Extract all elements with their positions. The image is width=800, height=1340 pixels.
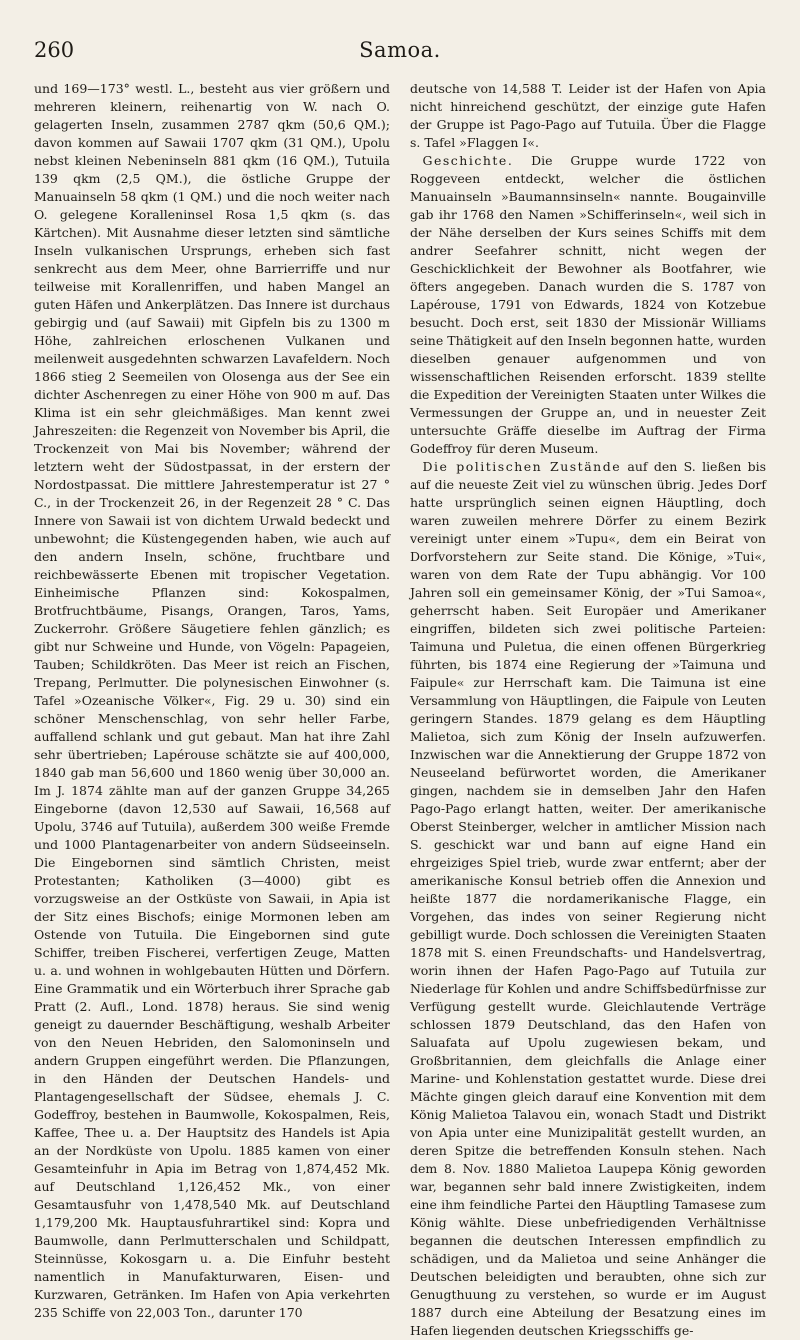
paragraph bbox=[410, 458, 766, 1340]
section-heading-politics: Die politischen Zustände bbox=[422, 459, 622, 474]
paragraph-text: Die Gruppe wurde 1722 von Roggeveen entdeckt, welcher die östlichen Manuainseln »Baumannsinseln« nannte. Bougainville gab ihr 1768 den Namen »Schifferinseln«, weil sich in der Nähe derselben der Kurs seines Schiffs mit dem andrer Seefahrer schnitt, nicht wegen der Geschicklichkeit der Bewohner als Bootfahrer, wie öfters angegeben. Danach wurden die S. 1787 von Lapérouse, 1791 von Edwards, 1824 von Kotzebue besucht. Doch erst, seit 1830 der Missionär Williams seine Thätigkeit auf den Inseln begonnen hatte, wurden dieselben genauer aufgenommen und von wissenschaftlichen Reisenden erforscht. 1839 stellte die Expedition der Vereinigten Staaten unter Wilkes die Vermessungen der Gruppe an, und in neuester Zeit untersuchte Gräffe dieselbe im Auftrag der Firma Godeffroy für deren Museum. bbox=[410, 153, 766, 456]
paragraph-text: auf den S. ließen bis auf die neueste Zeit viel zu wünschen übrig. Jedes Dorf hatte ursprünglich seinen eignen Häuptling, doch waren zuweilen mehrere Dörfer zu einem Bezirk vereinigt unter einem »Tupu«, dem ein Beirat von Dorfvorstehern zur Seite stand. Die Könige, »Tui«, waren von dem Rate der Tupu abhängig. Vor 100 Jahren soll ein gemeinsamer König, der »Tui Samoa«, geherrscht haben. Seit Europäer und Amerikaner eingriffen, bildeten sich zwei politische Parteien: Taimuna und Puletua, die einen offenen Bürgerkrieg führten, bis 1874 eine Regierung der »Taimuna und Faipule« zur Herrschaft kam. Die Taimuna ist eine Versammlung von Häuptlingen, die Faipule von Leuten geringern Standes. 1879 gelang es dem Häuptling Malietoa, sich zum König der Inseln aufzuwerfen. Inzwischen war die Annektierung der Gruppe 1872 von Neuseeland befürwortet worden, die Amerikaner gingen, nachdem sie in demselben Jahr den Hafen Pago-Pago erlangt hatten, weiter. Der amerikanische Oberst Steinberger, welcher in amtlicher Mission nach S. geschickt war und bann auf eigne Hand ein ehrgeiziges Spiel trieb, wurde zwar entfernt; aber der amerikanische Konsul betrieb offen die Annexion und heißte 1877 die nordamerikanische Flagge, ein Vorgehen, das indes von seiner Regierung nicht gebilligt wurde. Doch schlossen die Vereinigten Staaten 1878 mit S. einen Freundschafts- und Handelsvertrag, worin ihnen der Hafen Pago-Pago auf Tutuila zur Niederlage für Kohlen und andre Schiffsbedürfnisse zur Verfügung gestellt wurde. Gleichlautende Verträge schlossen 1879 Deutschland, das den Hafen von Saluafata auf Upolu zugewiesen bekam, und Großbritannien, dem gleichfalls die Anlage einer Marine- und Kohlenstation gestattet wurde. Diese drei Mächte gingen gleich darauf eine Konvention mit dem König Malietoa Talavou ein, wonach Stadt und Distrikt von Apia unter eine Munizipalität gestellt wurden, an deren Spitze die betreffenden Konsuln stehen. Nach dem 8. Nov. 1880 Malietoa Laupepa König geworden war, begannen sehr bald innere Zwistigkeiten, indem eine ihm feindliche Partei den Häuptling Tamasese zum König wählte. Diese unbefriedigenden Verhältnisse begannen die deutschen Interessen empfindlich zu schädigen, und da Malietoa und seine Anhänger die Deutschen beleidigten und beraubten, ohne sich zur Genugthuung zu verstehen, so wurde er im August 1887 durch eine Abteilung der Besatzung eines im Hafen liegenden deutschen Kriegsschiffs ge- bbox=[410, 459, 766, 1338]
running-title: Samoa. bbox=[359, 38, 441, 62]
section-heading-history: Geschichte. bbox=[422, 153, 514, 168]
paragraph bbox=[410, 152, 766, 458]
left-column bbox=[34, 80, 390, 1320]
right-column bbox=[410, 80, 766, 1338]
text-columns bbox=[34, 80, 766, 1338]
page-header bbox=[34, 38, 766, 68]
paragraph: deutsche von 14,588 T. Leider ist der Hafen von Apia nicht hinreichend geschützt, der einzige gute Hafen der Gruppe ist Pago-Pago auf Tutuila. Über die Flagge s. Tafel »Flaggen I«. bbox=[410, 81, 766, 150]
paragraph: und 169—173° westl. L., besteht aus vier größern und mehreren kleinern, reihenartig von W. nach O. gelagerten Inseln, zusammen 2787 qkm (50,6 QM.); davon kommen auf Sawaii 1707 qkm (31 QM.), Upolu nebst kleinen Nebeninseln 881 qkm (16 QM.), Tutuila 139 qkm (2,5 QM.), die östliche Gruppe der Manuainseln 58 qkm (1 QM.) und die noch weiter nach O. gelegene Koralleninsel Rosa 1,5 qkm (s. das Kärtchen). Mit Ausnahme dieser letzten sind sämtliche Inseln vulkanischen Ursprungs, erheben sich fast senkrecht aus dem Meer, ohne Barrierriffe und nur teilweise mit Korallenriffen, und haben Mangel an guten Häfen und Ankerplätzen. Das Innere ist durchaus gebirgig und (auf Sawaii) mit Gipfeln bis zu 1300 m Höhe, zahlreichen erloschenen Vulkanen und meilenweit ausgedehnten schwarzen Lavafeldern. Noch 1866 stieg 2 Seemeilen von Olosenga aus der See ein dichter Aschenregen zu einer Höhe von 900 m auf. Das Klima ist ein sehr gleichmäßiges. Man kennt zwei Jahreszeiten: die Regenzeit von November bis April, die Trockenzeit von Mai bis November; während der letztern weht der Südostpassat, in der erstern der Nordostpassat. Die mittlere Jahrestemperatur ist 27 ° C., in der Trockenzeit 26, in der Regenzeit 28 ° C. Das Innere von Sawaii ist von dichtem Urwald bedeckt und unbewohnt; die Küstengegenden haben, wie auch auf den andern Inseln, schöne, fruchtbare und reichbewässerte Ebenen mit tropischer Vegetation. Einheimische Pflanzen sind: Kokospalmen, Brotfruchtbäume, Pisangs, Orangen, Taros, Yams, Zuckerrohr. Größere Säugetiere fehlen gänzlich; es gibt nur Schweine und Hunde, von Vögeln: Papageien, Tauben; Schildkröten. Das Meer ist reich an Fischen, Trepang, Perlmutter. Die polynesischen Einwohner (s. Tafel »Ozeanische Völker«, Fig. 29 u. 30) sind ein schöner Menschenschlag, von sehr heller Farbe, auffallend schlank und gut gebaut. Man hat ihre Zahl sehr übertrieben; Lapérouse schätzte sie auf 400,000, 1840 gab man 56,600 und 1860 wenig über 30,000 an. Im J. 1874 zählte man auf der ganzen Gruppe 34,265 Eingeborne (davon 12,530 auf Sawaii, 16,568 auf Upolu, 3746 auf Tutuila), außerdem 300 weiße Fremde und 1000 Plantagenarbeiter von andern Südseeinseln. Die Eingebornen sind sämtlich Christen, meist Protestanten; Katholiken (3—4000) gibt es vorzugsweise an der Ostküste von Sawaii, in Apia ist der Sitz eines Bischofs; einige Mormonen leben am Ostende von Tutuila. Die Eingebornen sind gute Schiffer, treiben Fischerei, verfertigen Zeuge, Matten u. a. und wohnen in wohlgebauten Hütten und Dörfern. Eine Grammatik und ein Wörterbuch ihrer Sprache gab Pratt (2. Aufl., Lond. 1878) heraus. Sie sind wenig geneigt zu dauernder Beschäftigung, weshalb Arbeiter von den Neuen Hebriden, den Salomoninseln und andern Gruppen eingeführt werden. Die Pflanzungen, in den Händen der Deutschen Handels- und Plantagengesellschaft der Südsee, ehemals J. C. Godeffroy, bestehen in Baumwolle, Kokospalmen, Reis, Kaffee, Thee u. a. Der Hauptsitz des Handels ist Apia an der Nordküste von Upolu. 1885 kamen von einer Gesamteinfuhr in Apia im Betrag von 1,874,452 Mk. auf Deutschland 1,126,452 Mk., von einer Gesamtausfuhr von 1,478,540 Mk. auf Deutschland 1,179,200 Mk. Hauptausfuhrartikel sind: Kopra und Baumwolle, dann Perlmutterschalen und Schildpatt, Steinnüsse, Kokosgarn u. a. Die Einfuhr besteht namentlich in Manufakturwaren, Eisen- und Kurzwaren, Getränken. Im Hafen von Apia verkehrten 235 Schiffe von 22,003 Ton., darunter 170 bbox=[34, 81, 390, 1320]
page-number: 260 bbox=[34, 38, 75, 62]
